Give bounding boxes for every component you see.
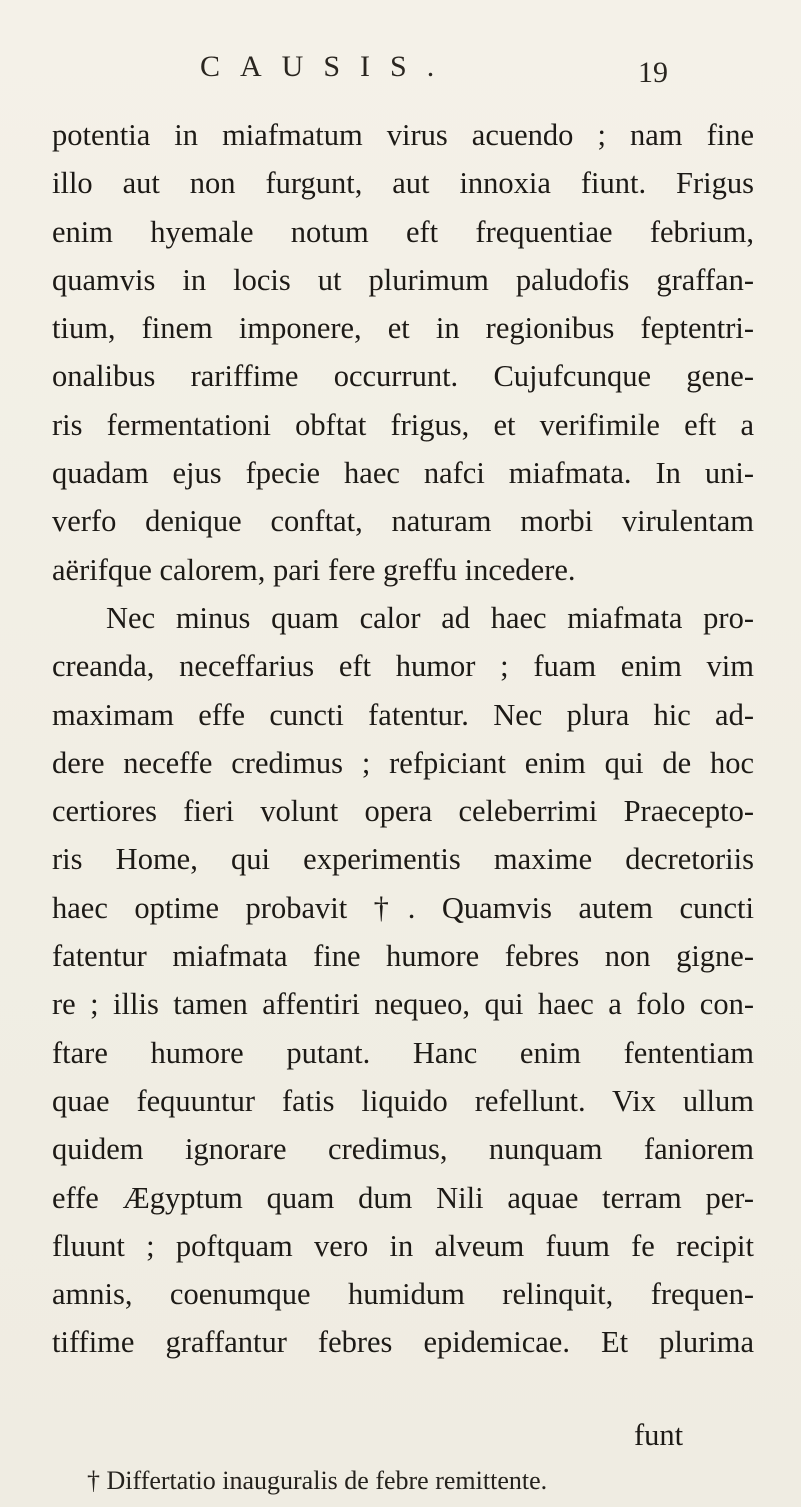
text-line: amnis, coenumque humidum relinquit, frequen- bbox=[52, 1277, 754, 1312]
text-line: dere neceffe credimus ; refpiciant enim qui de hoc bbox=[52, 745, 754, 780]
text-line: fluunt ; poftquam vero in alveum fuum fe recipit bbox=[52, 1228, 754, 1263]
text-line: aërifque calorem, pari fere greffu incedere. bbox=[52, 552, 576, 587]
text-line: potentia in miafmatum virus acuendo ; nam fine bbox=[52, 118, 754, 152]
text-line: enim hyemale notum eft frequentiae febrium, bbox=[52, 214, 754, 249]
text-line: haec optime probavit †. Quamvis autem cuncti bbox=[52, 890, 754, 925]
text-line: verfo denique conftat, naturam morbi virulentam bbox=[52, 504, 754, 539]
text-line: maximam effe cuncti fatentur. Nec plura hic ad- bbox=[52, 697, 754, 732]
page-number: 19 bbox=[638, 56, 668, 89]
text-line: quidem ignorare credimus, nunquam faniorem bbox=[52, 1132, 754, 1167]
text-line: re ; illis tamen affentiri nequeo, qui haec a folo con- bbox=[52, 987, 754, 1022]
text-line: ftare humore putant. Hanc enim fententiam bbox=[52, 1035, 754, 1070]
text-line: ris Home, qui experimentis maxime decretoriis bbox=[52, 842, 754, 877]
text-line: tiffime graffantur febres epidemicae. Et plurima bbox=[52, 1325, 754, 1360]
catchword: funt bbox=[634, 1418, 684, 1452]
text-line: fatentur miafmata fine humore febres non gigne- bbox=[52, 939, 754, 974]
text-line: quadam ejus fpecie haec nafci miafmata. In uni- bbox=[52, 456, 754, 491]
text-line: Nec minus quam calor ad haec miafmata pro- bbox=[106, 600, 754, 635]
text-line: tium, finem imponere, et in regionibus feptentri- bbox=[52, 311, 754, 346]
text-line: certiores fieri volunt opera celeberrimi Praecepto- bbox=[52, 794, 754, 829]
text-line: onalibus rariffime occurrunt. Cujufcunque gene- bbox=[52, 359, 754, 394]
text-line: ris fermentationi obftat frigus, et verifimile eft a bbox=[52, 407, 754, 442]
text-line: quamvis in locis ut plurimum paludofis graffan- bbox=[52, 262, 754, 297]
footnote: † Differtatio inauguralis de febre remittente. bbox=[87, 1466, 548, 1495]
text-line: quae fequuntur fatis liquido refellunt. Vix ullum bbox=[52, 1083, 754, 1118]
body-text bbox=[52, 111, 754, 1367]
text-line: creanda, neceffarius eft humor ; fuam enim vim bbox=[52, 649, 754, 684]
text-line: illo aut non furgunt, aut innoxia fiunt. Frigus bbox=[52, 166, 754, 201]
running-head: CAUSIS. bbox=[200, 50, 455, 83]
text-line: effe Ægyptum quam dum Nili aquae terram per- bbox=[52, 1180, 754, 1215]
